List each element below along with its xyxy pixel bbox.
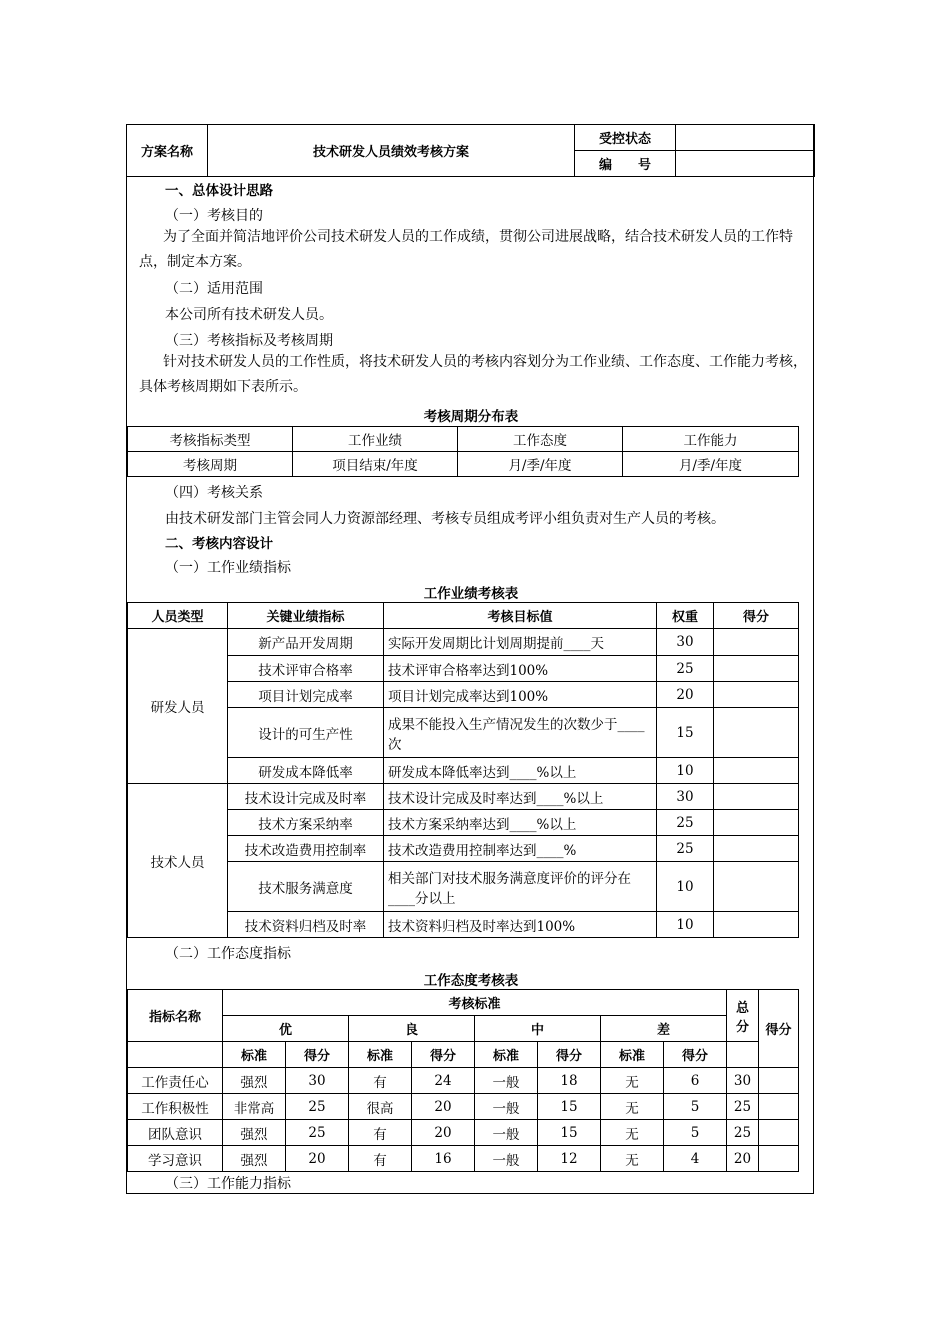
attitude-cell: 无 — [601, 1094, 664, 1120]
perf-target: 项目计划完成率达到100% — [384, 682, 657, 708]
cycle-cell: 考核指标类型 — [128, 427, 293, 452]
perf-indicator: 研发成本降低率 — [228, 758, 384, 784]
attitude-sub-empty — [128, 1042, 223, 1068]
perf-group-type: 研发人员 — [128, 629, 228, 784]
grade-poor: 差 — [601, 1016, 727, 1042]
perf-weight: 10 — [657, 758, 714, 784]
section1-para4: 由技术研发部门主管会同人力资源部经理、考核专员组成考评小组负责对生产人员的考核。 — [165, 511, 725, 527]
attitude-cell: 24 — [412, 1068, 475, 1094]
perf-indicator: 技术方案采纳率 — [228, 810, 384, 836]
perf-header: 权重 — [657, 603, 714, 629]
sub-score: 得分 — [664, 1042, 727, 1068]
attitude-cell: 25 — [727, 1120, 759, 1146]
perf-indicator: 技术服务满意度 — [228, 862, 384, 912]
perf-indicator: 新产品开发周期 — [228, 629, 384, 656]
control-status-value — [676, 125, 815, 151]
section1-para1: 为了全面并简洁地评价公司技术研发人员的工作成绩，贯彻公司进展战略，结合技术研发人员的工作特点，制定本方案。 — [139, 229, 793, 270]
perf-weight: 25 — [657, 836, 714, 862]
perf-header: 得分 — [714, 603, 799, 629]
attitude-sub-empty — [727, 1042, 759, 1068]
grade-medium: 中 — [475, 1016, 601, 1042]
cycle-cell: 月/季/年度 — [458, 452, 623, 477]
perf-target: 技术改造费用控制率达到____% — [384, 836, 657, 862]
perf-target: 相关部门对技术服务满意度评价的评分在____分以上 — [384, 862, 657, 912]
perf-table-title: 工作业绩考核表 — [423, 586, 519, 602]
attitude-cell: 很高 — [349, 1094, 412, 1120]
perf-header: 关键业绩指标 — [228, 603, 384, 629]
attitude-cell: 25 — [286, 1120, 349, 1146]
perf-score — [714, 656, 799, 682]
cycle-cell: 项目结束/年度 — [293, 452, 458, 477]
attitude-cell: 一般 — [475, 1120, 538, 1146]
perf-target: 技术设计完成及时率达到____%以上 — [384, 784, 657, 810]
attitude-cell: 有 — [349, 1120, 412, 1146]
section1-sub2: （二）适用范围 — [165, 281, 263, 297]
attitude-cell: 20 — [286, 1146, 349, 1172]
attitude-table — [127, 989, 799, 1172]
attitude-cell: 强烈 — [223, 1068, 286, 1094]
attitude-table-title: 工作态度考核表 — [423, 973, 519, 989]
section1-para2: 本公司所有技术研发人员。 — [165, 307, 333, 323]
perf-target: 技术方案采纳率达到____%以上 — [384, 810, 657, 836]
attitude-cell: 18 — [538, 1068, 601, 1094]
section1-sub4: （四）考核关系 — [165, 485, 263, 501]
attitude-cell: 5 — [664, 1120, 727, 1146]
attitude-cell: 4 — [664, 1146, 727, 1172]
attitude-cell: 25 — [286, 1094, 349, 1120]
sub-score: 得分 — [538, 1042, 601, 1068]
attitude-cell: 一般 — [475, 1146, 538, 1172]
perf-target: 成果不能投入生产情况发生的次数少于____次 — [384, 708, 657, 758]
doc-number-value — [676, 151, 815, 177]
perf-weight: 15 — [657, 708, 714, 758]
perf-score — [714, 784, 799, 810]
perf-weight: 30 — [657, 629, 714, 656]
perf-group-type: 技术人员 — [128, 784, 228, 938]
grade-good: 良 — [349, 1016, 475, 1042]
sub-score: 得分 — [286, 1042, 349, 1068]
attitude-cell: 有 — [349, 1068, 412, 1094]
grade-excellent: 优 — [223, 1016, 349, 1042]
perf-target: 技术评审合格率达到100% — [384, 656, 657, 682]
perf-score — [714, 629, 799, 656]
sub-score: 得分 — [412, 1042, 475, 1068]
document-frame — [126, 124, 814, 1194]
attitude-cell: 无 — [601, 1120, 664, 1146]
cycle-cell: 工作业绩 — [293, 427, 458, 452]
attitude-cell: 6 — [664, 1068, 727, 1094]
perf-score — [714, 758, 799, 784]
perf-header: 人员类型 — [128, 603, 228, 629]
cycle-cell: 工作态度 — [458, 427, 623, 452]
attitude-cell: 15 — [538, 1094, 601, 1120]
sub-standard: 标准 — [601, 1042, 664, 1068]
cycle-cell: 月/季/年度 — [623, 452, 799, 477]
perf-indicator: 技术评审合格率 — [228, 656, 384, 682]
attitude-cell: 20 — [412, 1094, 475, 1120]
attitude-score-cell — [759, 1094, 799, 1120]
attitude-cell: 无 — [601, 1068, 664, 1094]
attitude-cell: 5 — [664, 1094, 727, 1120]
perf-score — [714, 708, 799, 758]
cycle-cell: 工作能力 — [623, 427, 799, 452]
plan-name-label: 方案名称 — [127, 125, 208, 177]
section2-sub3: （三）工作能力指标 — [165, 1176, 291, 1192]
attitude-cell: 无 — [601, 1146, 664, 1172]
attitude-cell: 25 — [727, 1094, 759, 1120]
sub-standard: 标准 — [349, 1042, 412, 1068]
section1-sub3: （三）考核指标及考核周期 — [165, 333, 333, 349]
attitude-cell: 一般 — [475, 1094, 538, 1120]
attitude-total-header: 总分 — [727, 990, 759, 1042]
section2-sub1: （一）工作业绩指标 — [165, 560, 291, 576]
cycle-table-title: 考核周期分布表 — [423, 409, 519, 425]
attitude-cell: 12 — [538, 1146, 601, 1172]
attitude-score-cell — [759, 1120, 799, 1146]
attitude-cell: 30 — [286, 1068, 349, 1094]
section1-para3: 针对技术研发人员的工作性质，将技术研发人员的考核内容划分为工作业绩、工作态度、工作能力考核，具体考核周期如下表所示。 — [139, 354, 807, 395]
attitude-cell: 有 — [349, 1146, 412, 1172]
cycle-cell: 考核周期 — [128, 452, 293, 477]
perf-weight: 30 — [657, 784, 714, 810]
perf-score — [714, 810, 799, 836]
perf-table — [127, 602, 799, 938]
attitude-cell: 一般 — [475, 1068, 538, 1094]
attitude-cell: 非常高 — [223, 1094, 286, 1120]
section1-sub1: （一）考核目的 — [165, 208, 263, 224]
attitude-score-cell — [759, 1146, 799, 1172]
perf-score — [714, 862, 799, 912]
perf-weight: 20 — [657, 682, 714, 708]
sub-standard: 标准 — [475, 1042, 538, 1068]
attitude-cell: 16 — [412, 1146, 475, 1172]
attitude-cell: 20 — [727, 1146, 759, 1172]
attitude-cell: 学习意识 — [128, 1146, 223, 1172]
perf-score — [714, 836, 799, 862]
perf-indicator: 技术改造费用控制率 — [228, 836, 384, 862]
control-status-label: 受控状态 — [575, 125, 676, 151]
sub-standard: 标准 — [223, 1042, 286, 1068]
section2-sub2: （二）工作态度指标 — [165, 946, 291, 962]
attitude-score-cell — [759, 1068, 799, 1094]
header-table — [126, 124, 815, 177]
attitude-standard-header: 考核标准 — [223, 990, 727, 1016]
attitude-cell: 20 — [412, 1120, 475, 1146]
attitude-cell: 工作责任心 — [128, 1068, 223, 1094]
plan-name-value: 技术研发人员绩效考核方案 — [208, 125, 575, 177]
attitude-cell: 强烈 — [223, 1146, 286, 1172]
perf-target: 技术资料归档及时率达到100% — [384, 912, 657, 938]
perf-weight: 10 — [657, 912, 714, 938]
perf-indicator: 技术资料归档及时率 — [228, 912, 384, 938]
perf-header: 考核目标值 — [384, 603, 657, 629]
perf-weight: 10 — [657, 862, 714, 912]
attitude-cell: 团队意识 — [128, 1120, 223, 1146]
perf-score — [714, 682, 799, 708]
perf-indicator: 技术设计完成及时率 — [228, 784, 384, 810]
perf-weight: 25 — [657, 656, 714, 682]
doc-number-label: 编 号 — [575, 151, 676, 177]
perf-weight: 25 — [657, 810, 714, 836]
attitude-name-header: 指标名称 — [128, 990, 223, 1042]
perf-indicator: 项目计划完成率 — [228, 682, 384, 708]
attitude-cell: 15 — [538, 1120, 601, 1146]
perf-indicator: 设计的可生产性 — [228, 708, 384, 758]
attitude-cell: 30 — [727, 1068, 759, 1094]
cycle-table — [127, 426, 799, 477]
attitude-score-header: 得分 — [759, 990, 799, 1068]
perf-target: 实际开发周期比计划周期提前____天 — [384, 629, 657, 656]
perf-target: 研发成本降低率达到____%以上 — [384, 758, 657, 784]
section1-title: 一、总体设计思路 — [165, 183, 273, 199]
attitude-cell: 工作积极性 — [128, 1094, 223, 1120]
attitude-cell: 强烈 — [223, 1120, 286, 1146]
perf-score — [714, 912, 799, 938]
section2-title: 二、考核内容设计 — [165, 536, 273, 552]
